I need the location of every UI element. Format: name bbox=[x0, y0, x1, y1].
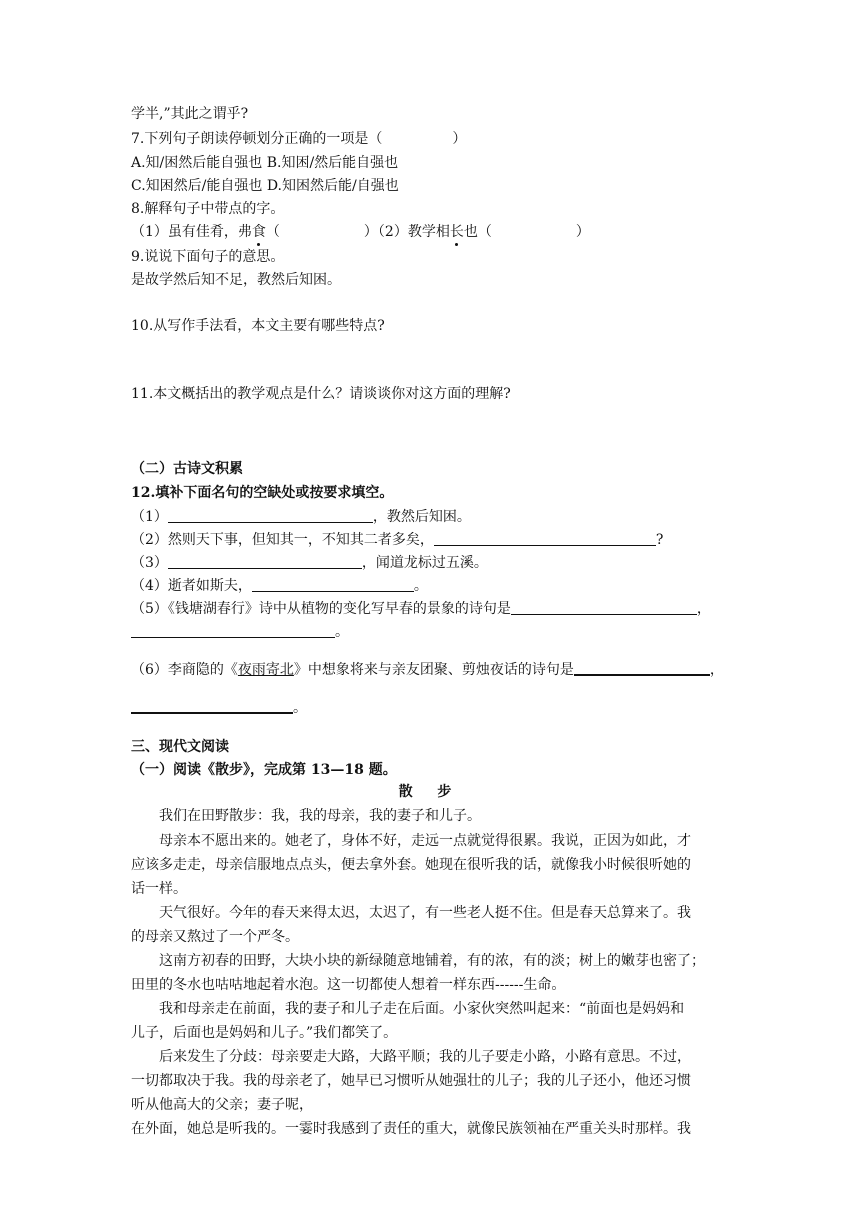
passage-title: 散 步 bbox=[398, 784, 462, 800]
question-7: 7.下列句子朗读停顿划分正确的一项是（ ） bbox=[131, 131, 467, 147]
answer-blank[interactable] bbox=[511, 600, 697, 615]
fill-5-text: （5）《钱塘湖春行》诗中从植物的变化写早春的景象的诗句是 bbox=[131, 601, 511, 617]
paragraph-2-line-1: 母亲本不愿出来的。她老了，身体不好，走远一点就觉得很累。我说，正因为如此，才 bbox=[159, 833, 691, 849]
paragraph-1: 我们在田野散步：我，我的母亲，我的妻子和儿子。 bbox=[159, 808, 481, 824]
paragraph-6-line-3: 听从他高大的父亲；妻子呢， bbox=[131, 1097, 313, 1113]
paragraph-5-line-2: 儿子，后面也是妈妈和儿子。”我们都笑了。 bbox=[131, 1025, 398, 1041]
question-8: 8.解释句子中带点的字。 bbox=[131, 201, 285, 217]
paragraph-3-line-2: 的母亲又熬过了一个严冬。 bbox=[131, 929, 299, 945]
answer-blank[interactable] bbox=[131, 623, 335, 638]
paragraph-6-line-4: 在外面，她总是听我的。一霎时我感到了责任的重大，就像民族领袖在严重关头时那样。我 bbox=[131, 1121, 691, 1137]
fill-6-comma: ， bbox=[709, 662, 724, 678]
question-12: 12.填补下面名句的空缺处或按要求填空。 bbox=[131, 485, 394, 501]
answer-blank[interactable] bbox=[168, 508, 373, 523]
paragraph-3-line-1: 天气很好。今年的春天来得太迟，太迟了，有一些老人挺不住。但是春天总算来了。我 bbox=[159, 905, 691, 921]
answer-blank[interactable] bbox=[168, 554, 362, 569]
q8-part-2: （ ）（2）教学相 bbox=[265, 224, 450, 240]
question-7-options-cd: C.知困然后/能自强也 D.知困然后能/自强也 bbox=[131, 178, 399, 194]
fill-2 bbox=[131, 530, 663, 550]
paragraph-4-line-2: 田里的冬水也咕咕地起着水泡。这一切都使人想着一样东西------生命。 bbox=[131, 977, 566, 993]
fill-6-line-2 bbox=[131, 698, 307, 718]
question-7-options-ab: A.知/困然后能自强也 B.知困/然后能自强也 bbox=[131, 155, 399, 171]
answer-blank[interactable] bbox=[434, 531, 656, 546]
text-line: 学半,”其此之谓乎? bbox=[131, 106, 249, 122]
fill-5-line-2 bbox=[131, 622, 349, 642]
fill-3-label: （3） bbox=[131, 555, 168, 571]
fill-6-text-2: 》中想象将来与亲友团聚、剪烛夜话的诗句是 bbox=[293, 662, 574, 678]
poem-title: 夜雨寄北 bbox=[237, 662, 294, 678]
fill-1-label: （1） bbox=[131, 509, 168, 525]
fill-2-end: ? bbox=[655, 532, 664, 548]
answer-blank[interactable] bbox=[574, 660, 710, 676]
fill-2-text: （2）然则天下事，但知其一，不知其二者多矣， bbox=[131, 532, 434, 548]
question-8-items bbox=[131, 222, 590, 242]
dotted-char-1: 食 bbox=[251, 224, 266, 240]
dotted-char-2: 长 bbox=[449, 224, 464, 240]
fill-1-text: ，教然后知困。 bbox=[372, 509, 471, 525]
answer-blank[interactable] bbox=[252, 577, 414, 592]
fill-4 bbox=[131, 576, 428, 596]
paragraph-5-line-1: 我和母亲走在前面，我的妻子和儿子走在后面。小家伙突然叫起来：“前面也是妈妈和 bbox=[159, 1001, 685, 1017]
paragraph-2-line-3: 话一样。 bbox=[131, 881, 187, 897]
fill-5-comma: ， bbox=[696, 601, 711, 617]
reading-subtitle: （一）阅读《散步》，完成第 13—18 题。 bbox=[131, 762, 397, 778]
q8-part-3: 也（ ） bbox=[463, 224, 590, 240]
paragraph-6-line-1: 后来发生了分歧：母亲要走大路，大路平顺；我的儿子要走小路，小路有意思。不过， bbox=[159, 1049, 691, 1065]
fill-4-text: （4）逝者如斯夫， bbox=[131, 578, 252, 594]
fill-3 bbox=[131, 553, 488, 573]
fill-5 bbox=[131, 599, 711, 619]
answer-blank[interactable] bbox=[131, 698, 293, 714]
fill-4-end: 。 bbox=[413, 578, 428, 594]
fill-6-text: （6）李商隐的《 bbox=[131, 662, 238, 678]
paragraph-4-line-1: 这南方初春的田野，大块小块的新绿随意地铺着，有的浓，有的淡；树上的嫩芽也密了； bbox=[159, 953, 705, 969]
question-11: 11.本文概括出的教学观点是什么？请谈谈你对这方面的理解? bbox=[131, 386, 511, 402]
fill-6 bbox=[131, 660, 724, 680]
q8-part-1: （1）虽有佳肴，弗 bbox=[131, 224, 252, 240]
question-10: 10.从写作手法看，本文主要有哪些特点? bbox=[131, 318, 385, 334]
fill-6-end: 。 bbox=[293, 700, 307, 716]
paragraph-6-line-2: 一切都取决于我。我的母亲老了，她早已习惯听从她强壮的儿子；我的儿子还小，他还习惯 bbox=[131, 1073, 691, 1089]
question-9-sentence: 是故学然后知不足，教然后知困。 bbox=[131, 272, 341, 288]
section-title-2: （二）古诗文积累 bbox=[131, 461, 243, 477]
question-9: 9.说说下面句子的意思。 bbox=[131, 249, 285, 265]
section-title-3: 三、现代文阅读 bbox=[131, 739, 229, 755]
paragraph-2-line-2: 应该多走走，母亲信服地点点头，便去拿外套。她现在很听我的话，就像我小时候很听她的 bbox=[131, 857, 691, 873]
fill-3-text: ，闻道龙标过五溪。 bbox=[361, 555, 488, 571]
fill-1 bbox=[131, 507, 471, 527]
fill-5-end: 。 bbox=[335, 624, 349, 640]
